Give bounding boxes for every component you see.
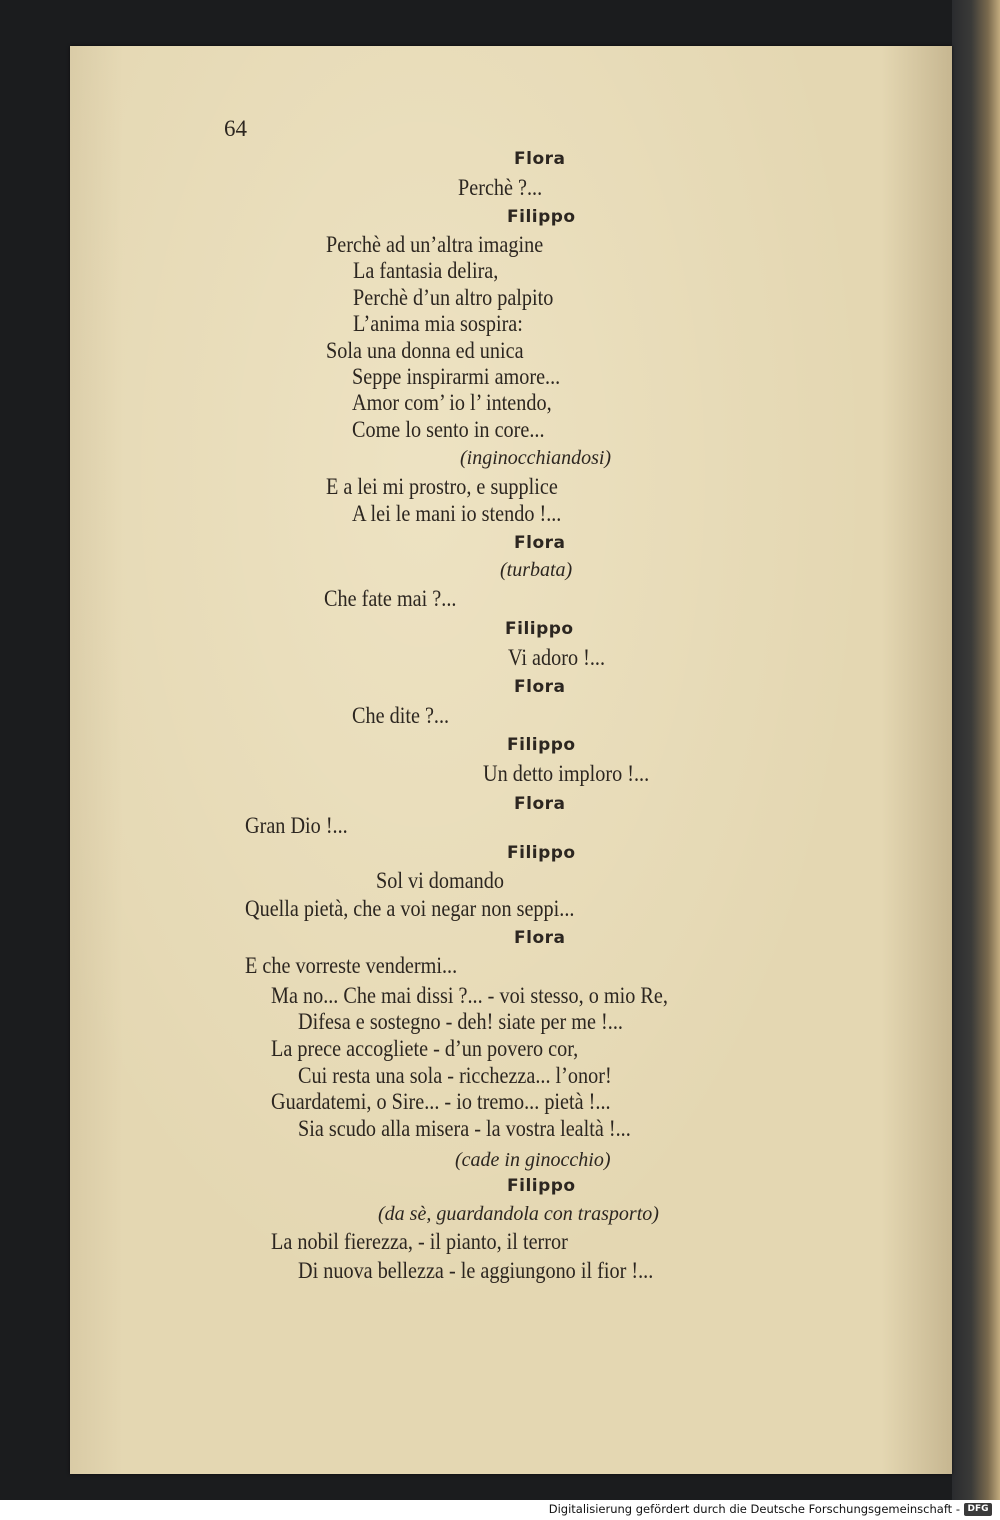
verse-line: Vi adoro !... [508,645,606,671]
verse-line: L’anima mia sospira: [353,311,523,337]
verse-line: La nobil fierezza, - il pianto, il terror [271,1229,568,1255]
stage-direction: (da sè, guardandola con trasporto) [378,1203,659,1225]
verse-line: Amor com’ io l’ intendo, [352,390,552,416]
verse-line: Come lo sento in core... [352,417,545,443]
verse-line: Sol vi domando [376,868,505,894]
speaker-label: Filippo [507,207,576,227]
verse-line: Perchè ?... [458,175,543,201]
speaker-label: Flora [514,149,566,169]
speaker-label: Filippo [507,1176,576,1196]
verse-line: La fantasia delira, [353,258,499,284]
verse-line: A lei le mani io stendo !... [352,501,562,527]
stage-direction: (inginocchiandosi) [460,447,612,469]
verse-line: Guardatemi, o Sire... - io tremo... pietà !... [271,1089,611,1115]
verse-line: Seppe inspirarmi amore... [352,364,561,390]
verse-line: Che dite ?... [352,703,450,729]
speaker-label: Flora [514,533,566,553]
speaker-label: Filippo [505,619,574,639]
verse-line: La prece accogliete - d’un povero cor, [271,1036,579,1062]
verse-line: Di nuova bellezza - le aggiungono il fior !... [298,1258,654,1284]
speaker-label: Flora [514,928,566,948]
speaker-label: Filippo [507,735,576,755]
page-number: 64 [224,116,247,141]
verse-line: Ma no... Che mai dissi ?... - voi stesso, o mio Re, [271,983,668,1009]
verse-line: Perchè ad un’altra imagine [326,232,544,258]
verse-line: Un detto imploro !... [483,761,650,787]
speaker-label: Flora [514,677,566,697]
verse-line: Che fate mai ?... [324,586,457,612]
stage-direction: (turbata) [500,559,573,581]
speaker-label: Flora [514,794,566,814]
verse-line: Sola una donna ed unica [326,338,524,364]
digitization-footer [0,1500,1000,1520]
verse-line: Difesa e sostegno - deh! siate per me !... [298,1009,623,1035]
verse-line: E a lei mi prostro, e supplice [326,474,558,500]
book-spine [952,0,1000,1500]
stage-direction: (cade in ginocchio) [455,1149,611,1171]
funding-credit: Digitalisierung gefördert durch die Deutsche Forschungsgemeinschaft - [548,1502,960,1516]
speaker-label: Filippo [507,843,576,863]
dfg-logo-icon: DFG [964,1503,992,1516]
verse-line: Gran Dio !... [245,813,348,839]
verse-line: Quella pietà, che a voi negar non seppi... [245,896,575,922]
verse-line: E che vorreste vendermi... [245,953,458,979]
verse-line: Cui resta una sola - ricchezza... l’onor! [298,1063,612,1089]
verse-line: Sia scudo alla misera - la vostra lealtà !... [298,1116,631,1142]
verse-line: Perchè d’un altro palpito [353,285,554,311]
